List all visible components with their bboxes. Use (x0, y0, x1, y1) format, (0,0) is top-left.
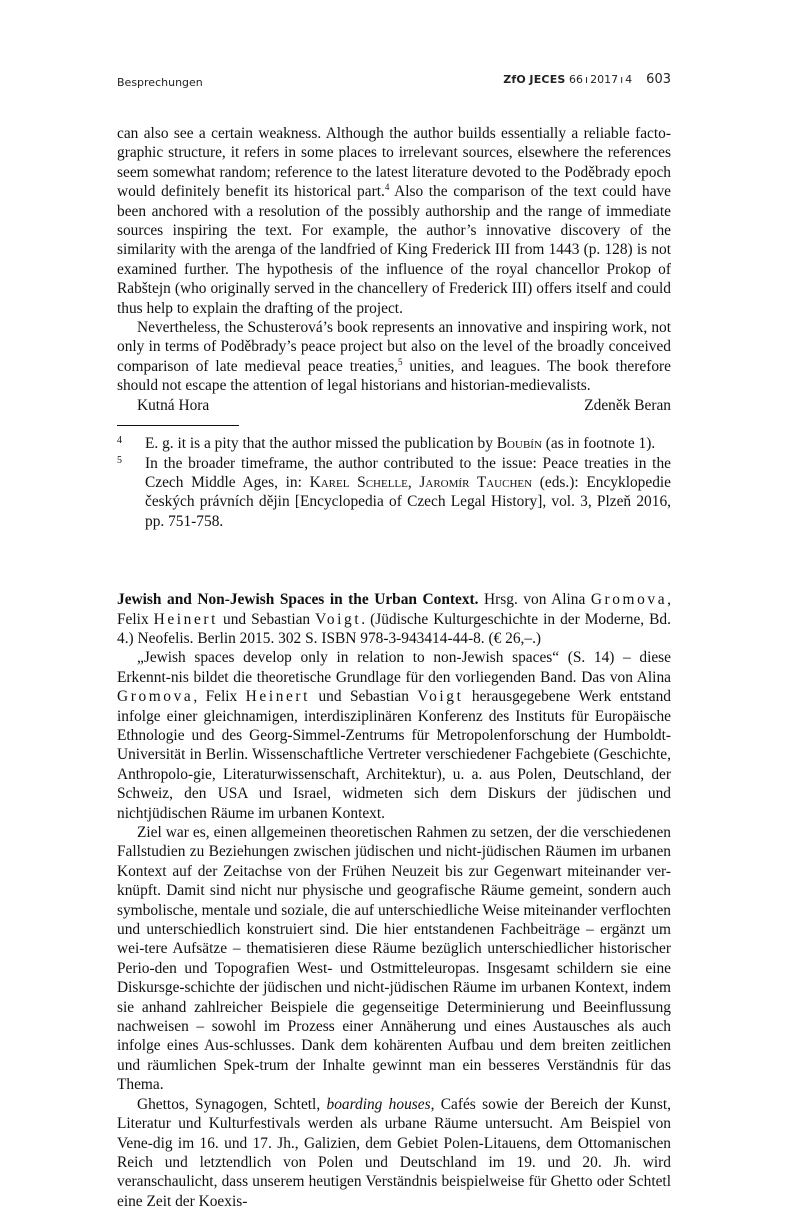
review2-paragraph-3: Ghettos, Synagogen, Schtetl, boarding houses, Cafés sowie der Bereich der Kunst, Literatur und Kulturfestivals werden als urbane Räume untersucht. Am Beispiel von Vene-dig im 16. und 17. Jh., Galizien, dem Gebiet Polen-Litauens, dem Ottomanischen Reich und letztendlich von Polen und Deutschland im 19. und 20. Jh. wird veranschaulicht, dass unserem heutigen Verständnis beispielweise für Ghetto oder Schtetl eine Zeit der Koexis- (117, 1095, 672, 1210)
footnote-ref-5[interactable]: 5 (398, 356, 403, 367)
review2-paragraph-1: „Jewish spaces develop only in relation to non-Jewish spaces“ (S. 14) – diese Erkennt-nis bildet die theoretische Grundlage für den vorliegenden Band. Das von Alina Gromova, Felix Heinert und Sebastian Voigt herausgegebene Werk entstand infolge einer gleichnamigen, interdisziplinären Konferenz des Instituts für Europäische Ethnologie und des Georg-Simmel-Zentrums für Metropolenforschung der Humboldt-Universität in Berlin. Wissenschaftliche Vertreter verschiedener Fachgebiete (Geschichte, Anthropolo-gie, Literaturwissenschaft, Architektur), u. a. aus Polen, Deutschland, der Schweiz, den USA und Israel, widmeten sich dem Diskurs der jüdischen und nichtjüdischen Räume im urbanen Kontext. (117, 649, 671, 822)
page-body (117, 124, 671, 1211)
footnote-divider (117, 425, 239, 426)
year: 2017 (590, 73, 619, 86)
book-title: Jewish and Non-Jewish Spaces in the Urban Context. (117, 591, 479, 609)
editor-name: Heinert (153, 610, 219, 628)
running-header (117, 70, 671, 90)
section-name: Besprechungen (117, 76, 203, 89)
review1-paragraph-1: can also see a certain weakness. Although the author builds essentially a reliable facto-graphic structure, it refers in some places to irrelevant sources, elsewhere the references seem somewhat random; reference to the latest literature devoted to the Poděbrady epoch would definitely benefit its historical part.$^4$ Also the comparison of the text could have been anchored with a resolution of the possibly authorship and the range of immediate sources inspiring the text. For example, the author’s innovative discovery of the similarity with the arenga of the landfried of King Frederick III from 1443 (p. 128) is not examined further. The hypothesis of the influence of the royal chancellor Prokop of Rabštejn (who originally served in the chancellery of Frederick III) offers itself and could thus help to explain the drafting of the project. (117, 125, 671, 317)
review2-paragraph-2: Ziel war es, einen allgemeinen theoretischen Rahmen zu setzen, der die verschiedenen Fallstudien zu Beziehungen zwischen jüdischen und nicht-jüdischen Räumen im urbanen Kontext auf der Zeitachse von der Frühen Neuzeit bis zur Gegenwart miteinander ver-knüpft. Damit sind nicht nur physische und geografische Räume gemeint, sondern auch symbolische, mentale und soziale, die auf unterschiedliche Weise miteinander verflochten und unterschiedlich konstruiert sind. Die hier entstandenen Fachbeiträge – ergänzt um wei-tere Aufsätze – thematisieren diese Räume bezüglich unterschiedlicher historischer Perio-den und Topografien West- und Ostmitteleuropas. Insgesamt schildern sie eine Diskursge-schichte der jüdischen und nicht-jüdischen Räume im urbanen Kontext, indem sie anhand zahlreicher Beispiele die gegenseitige Determinierung und Beeinflussung nachweisen – sowohl im Prozess einer Annäherung und eines Austausches als auch infolge eines Aus-schlusses. Dank dem kohärenten Aufbau und dem breiten zeitlichen und räumlichen Spek-trum der Inhalte gewinnt man ein besseres Verständnis für das Thema. (117, 824, 671, 1094)
journal-sub: JECES (529, 73, 566, 86)
editor-name: Voigt (315, 610, 362, 628)
footnote-number: 4 (117, 435, 122, 447)
footnote-ref-4[interactable]: 4 (384, 182, 390, 193)
journal-info: ZfO JECES 66 ı 2017 ı 4 603 (503, 72, 671, 87)
editor-name: Gromova (590, 591, 668, 609)
footnote-number: 5 (117, 454, 122, 466)
volume: 66 (569, 73, 584, 86)
reviewer-name: Zdeněk Beran (584, 396, 671, 414)
footnote-4: 4 E. g. it is a pity that the author missed the publication by Boubín (as in footnote 1). (117, 435, 656, 453)
review2-bibliographic-header: Jewish and Non-Jewish Spaces in the Urban Context. Hrsg. von Alina Gromova, Felix Heinert und Sebastian Voigt. (Jüdische Kulturgeschichte in der Moderne, Bd. 4.) Neofelis. Berlin 2015. 302 S. ISBN 978-3-943414-44-8. (€ 26,–.) (117, 591, 671, 647)
review-place: Kutná Hora (137, 396, 210, 414)
review1-signature (117, 396, 671, 415)
issue: 4 (625, 73, 633, 86)
review1-paragraph-2: Nevertheless, the Schusterová’s book represents an innovative and inspiring work, not only in terms of Poděbrady’s peace project but also on the level of the broadly conceived comparison of late medieval peace treaties,$^5$ unities, and leagues. The book therefore should not escape the attention of legal historians and historian-medievalists. (117, 319, 671, 395)
footnote-5: 5 In the broader timeframe, the author contributed to the issue: Peace treaties in the Czech Middle Ages, in: Karel Schelle, Jaromír Tauchen (eds.): Encyklopedie českých právních dějin [Encyclopedia of Czech Legal History], vol. 3, Plzeň 2016, pp. 751-758. (117, 454, 671, 530)
page-number: 603 (646, 72, 671, 87)
journal-abbrev: ZfO (503, 73, 526, 86)
